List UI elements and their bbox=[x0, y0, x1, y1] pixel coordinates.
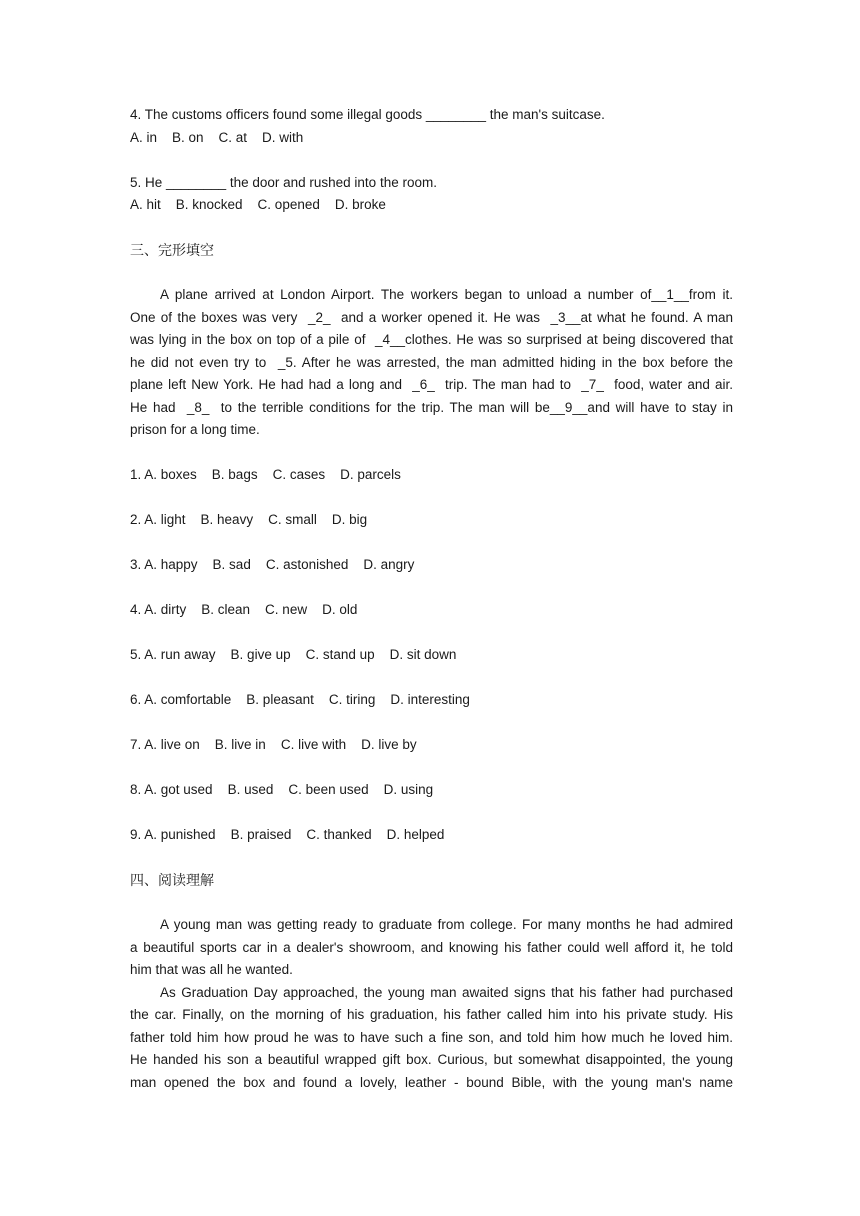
cloze-question-6: 6. A. comfortable B. pleasant C. tiring D. interesting bbox=[130, 692, 470, 707]
cloze-question-7: 7. A. live on B. live in C. live with D. live by bbox=[130, 737, 417, 752]
section-3-heading: 三、完形填空 bbox=[130, 242, 214, 258]
cloze-question-3: 3. A. happy B. sad C. astonished D. angry bbox=[130, 557, 415, 572]
reading-line: man opened the box and found a lovely, leather - bound Bible, with the young man's name bbox=[130, 1074, 733, 1090]
cloze-passage bbox=[130, 284, 733, 442]
reading-line: As Graduation Day approached, the young man awaited signs that his father had purchased bbox=[160, 984, 733, 1000]
reading-line: He handed his son a beautiful wrapped gift box. Curious, but somewhat disappointed, the young bbox=[130, 1052, 733, 1067]
question-5-options: A. hit B. knocked C. opened D. broke bbox=[130, 197, 386, 212]
cloze-passage-line: was lying in the box on top of a pile of _4__clothes. He was so surprised at being discovered that bbox=[130, 332, 733, 347]
question-4-stem: 4. The customs officers found some illegal goods ________ the man's suitcase. bbox=[130, 107, 605, 122]
document-content bbox=[130, 104, 733, 1094]
cloze-passage-line: A plane arrived at London Airport. The workers began to unload a number of__1__from it. bbox=[160, 287, 733, 302]
cloze-passage-line: One of the boxes was very _2_ and a worker opened it. He was _3__at what he found. A man bbox=[130, 309, 733, 325]
cloze-question-4: 4. A. dirty B. clean C. new D. old bbox=[130, 602, 358, 617]
cloze-passage-line: he did not even try to _5. After he was arrested, the man admitted hiding in the box before the bbox=[130, 354, 733, 370]
cloze-passage-line: He had _8_ to the terrible conditions for the trip. The man will be__9__and will have to stay in bbox=[130, 399, 733, 415]
cloze-passage-line: prison for a long time. bbox=[130, 422, 260, 437]
reading-line: A young man was getting ready to graduate from college. For many months he had admired bbox=[160, 917, 733, 932]
section-4-heading: 四、阅读理解 bbox=[130, 872, 214, 888]
reading-passage bbox=[130, 914, 733, 1094]
reading-line: the car. Finally, on the morning of his graduation, his father called him into his private study. His bbox=[130, 1007, 733, 1022]
cloze-question-1: 1. A. boxes B. bags C. cases D. parcels bbox=[130, 467, 401, 482]
reading-line: him that was all he wanted. bbox=[130, 962, 293, 977]
reading-line: father told him how proud he was to have such a fine son, and told him how much he loved him. bbox=[130, 1029, 733, 1045]
cloze-question-8: 8. A. got used B. used C. been used D. using bbox=[130, 782, 434, 797]
question-4-options: A. in B. on C. at D. with bbox=[130, 129, 304, 145]
reading-line: a beautiful sports car in a dealer's showroom, and knowing his father could well afford it, he told bbox=[130, 939, 733, 955]
cloze-passage-line: plane left New York. He had had a long and _6_ trip. The man had to _7_ food, water and air. bbox=[130, 377, 733, 392]
question-5-stem: 5. He ________ the door and rushed into the room. bbox=[130, 174, 437, 190]
cloze-question-9: 9. A. punished B. praised C. thanked D. helped bbox=[130, 827, 445, 842]
cloze-question-5: 5. A. run away B. give up C. stand up D. sit down bbox=[130, 647, 457, 662]
cloze-question-2: 2. A. light B. heavy C. small D. big bbox=[130, 512, 368, 527]
